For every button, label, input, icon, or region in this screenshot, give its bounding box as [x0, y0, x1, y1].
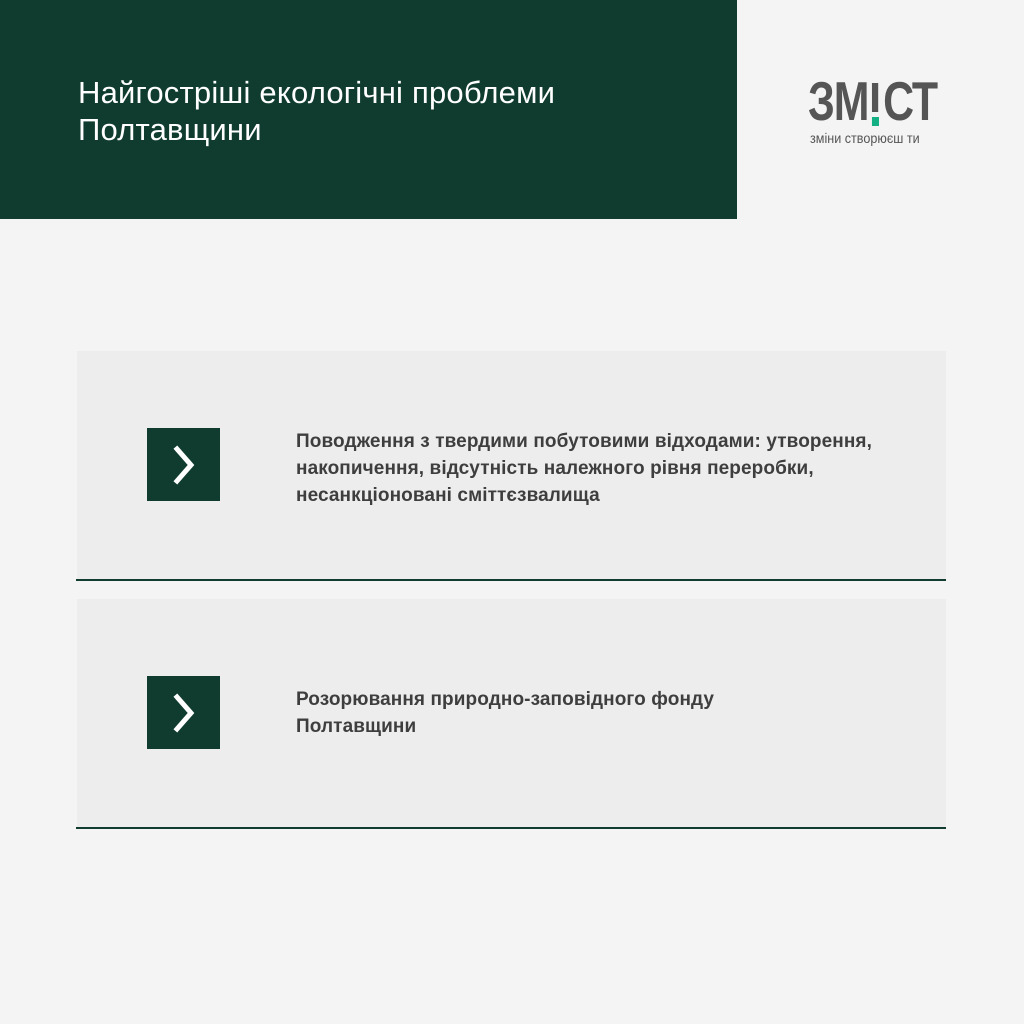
logo-wordmark-left: ЗМ — [808, 70, 869, 132]
chevron-right-icon — [147, 428, 220, 501]
logo-wordmark — [808, 70, 937, 132]
chevron-right-icon — [147, 676, 220, 749]
logo-tagline: зміни створюєш ти — [810, 130, 920, 146]
zmist-logo — [808, 70, 958, 153]
page-title: Найгостріші екологічні проблеми Полтавщини — [78, 75, 556, 147]
logo-exclamation-icon — [870, 73, 882, 129]
problem-card-text: Поводження з твердими побутовими відходами: утворення, накопичення, відсутність належного рівня переробки, несанкціоновані сміттєзвалища — [296, 431, 872, 506]
problem-card-protected-areas — [77, 599, 946, 827]
problem-card-text: Розорювання природно-заповідного фонду Полтавщини — [296, 689, 715, 737]
logo-wordmark-right: СТ — [883, 70, 937, 132]
header-block — [0, 0, 737, 219]
problem-card-waste — [77, 351, 946, 579]
